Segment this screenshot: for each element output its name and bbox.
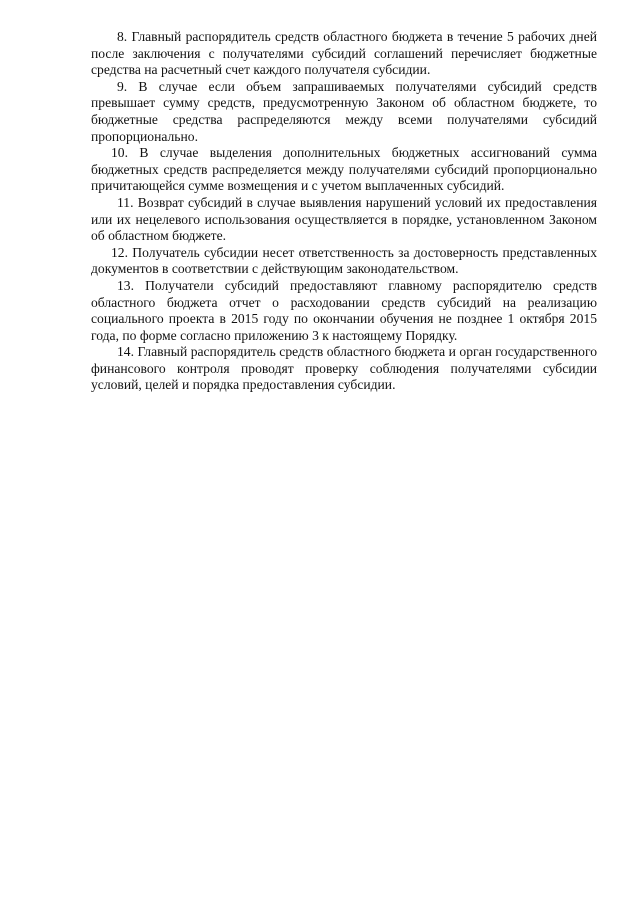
paragraph-13: 13. Получатели субсидий предоставляют главному распорядителю средств областного бюджета отчет о расходовании средств субсидий на реализацию социального проекта в 2015 году по окончании обучения не позднее 1 октября 2015 года, по форме согласно приложению 3 к настоящему Порядку. [91, 277, 597, 343]
document-body [91, 29, 597, 394]
paragraph-11: 11. Возврат субсидий в случае выявления нарушений условий их предоставления или их нецелевого использования осуществляется в порядке, установленном Законом об областном бюджете. [91, 194, 597, 244]
paragraph-14: 14. Главный распорядитель средств областного бюджета и орган государственного финансового контроля проводят проверку соблюдения получателями субсидии условий, целей и порядка предоставления субсидии. [91, 344, 597, 393]
paragraph-12: 12. Получатель субсидии несет ответственность за достоверность представленных документов в соответствии с действующим законодательством. [91, 244, 597, 277]
paragraph-8: 8. Главный распорядитель средств областного бюджета в течение 5 рабочих дней после заключения с получателями субсидий соглашений перечисляет бюджетные средства на расчетный счет каждого получателя субсидии. [91, 29, 597, 78]
paragraph-9: 9. В случае если объем запрашиваемых получателями субсидий средств превышает сумму средств, предусмотренную Законом об областном бюджете, то бюджетные средства распределяются между всеми получателями субсидий пропорционально. [91, 78, 597, 144]
paragraph-10: 10. В случае выделения дополнительных бюджетных ассигнований сумма бюджетных средств распределяется между получателями субсидий пропорционально причитающейся сумме возмещения и с учетом выплаченных субсидий. [91, 145, 597, 194]
